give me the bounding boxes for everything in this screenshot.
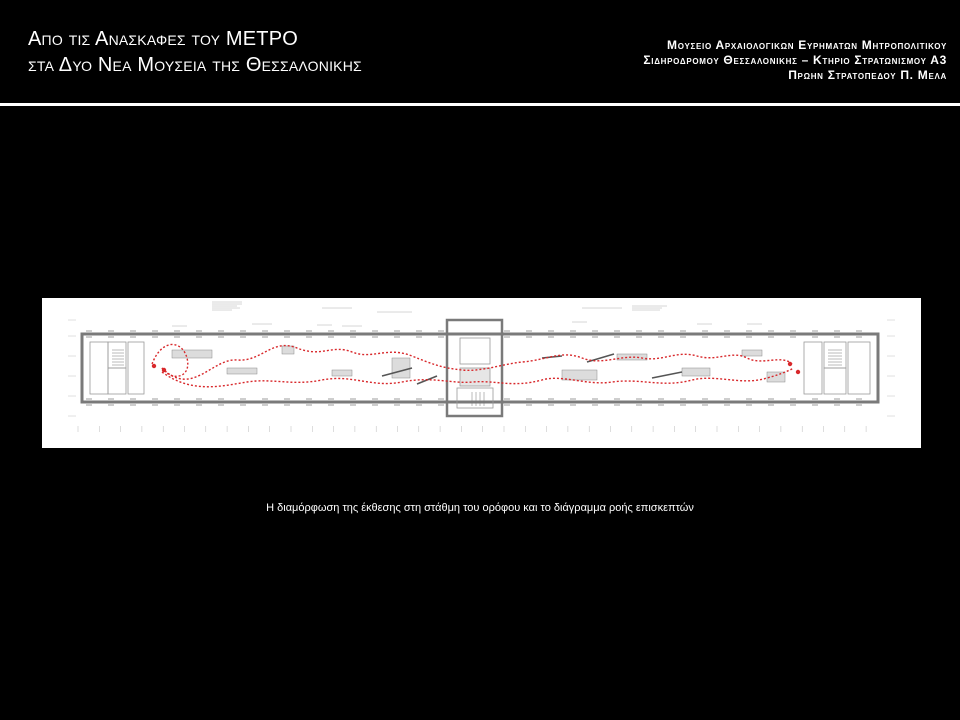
slide-title-line-2: στα Δυο Νεα Μουσεια της Θεσσαλονικης [28, 54, 362, 76]
museum-subtitle-line-1: Μουσειο Αρχαιολογικων Ευρηματων Μητροπολιτικου [667, 38, 947, 52]
museum-subtitle-line-3: Πρωην Στρατοπεδου Π. Μελα [788, 68, 947, 82]
slide-title-line-1: Απο τις Ανασκαφες του ΜΕΤΡΟ [28, 28, 299, 50]
slide-title [28, 26, 362, 78]
floor-plan-drawing [42, 298, 921, 448]
museum-subtitle [643, 38, 947, 83]
museum-subtitle-line-2: Σιδηροδρομου Θεσσαλονικης – Κτηριο Στρατωνισμου Α3 [643, 53, 947, 67]
slide-header [0, 0, 960, 104]
plan-caption: Η διαμόρφωση της έκθεσης στη στάθμη του ορόφου και το διάγραμμα ροής επισκεπτών [266, 502, 694, 514]
plan-annotations-top [172, 302, 762, 326]
header-divider [0, 103, 960, 106]
plan-axis-ticks [78, 426, 866, 432]
floor-plan-image [42, 298, 921, 448]
